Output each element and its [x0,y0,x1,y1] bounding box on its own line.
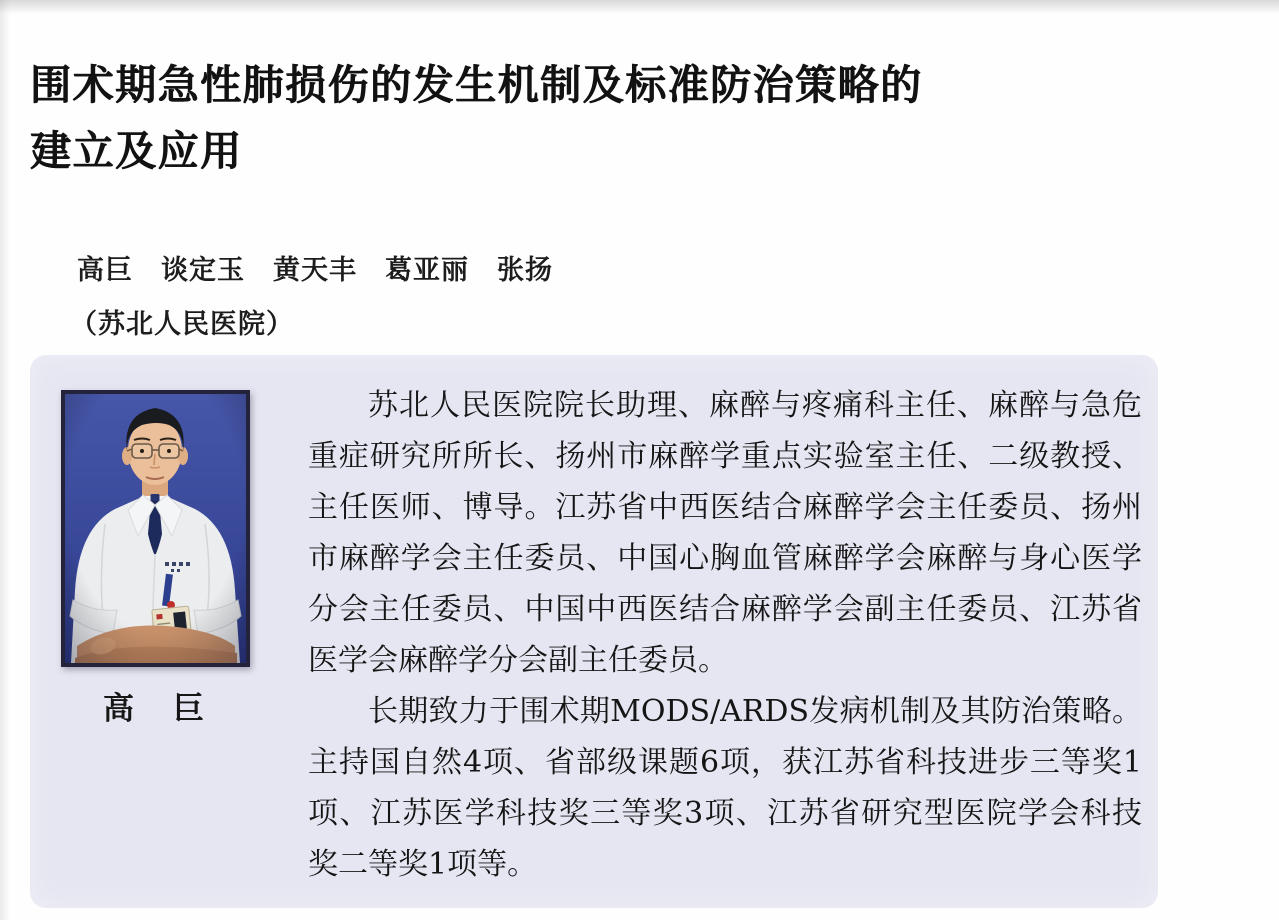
bio-line: 分会主任委员、中国中西医结合麻醉学会副主任委员、江苏省 [308,592,1142,627]
bio-line: 市麻醉学会主任委员、中国心胸血管麻醉学会麻醉与身心医学 [308,541,1142,576]
profile-card [30,355,1158,908]
page-title [30,52,1210,184]
bio-line: 重症研究所所长、扬州市麻醉学重点实验室主任、二级教授、 [308,439,1142,474]
page-title-line2: 建立及应用 [30,127,243,175]
page-title-line1: 围术期急性肺损伤的发生机制及标准防治策略的 [30,61,923,109]
scan-shadow-top [0,0,1279,14]
bio-line: 苏北人民医院院长助理、麻醉与疼痛科主任、麻醉与急危 [368,388,1142,423]
bio-line: 项、江苏医学科技奖三等奖3项、江苏省研究型医院学会科技 [308,796,1142,831]
profile-photo [61,390,250,667]
affiliation: （苏北人民医院） [70,309,294,340]
profile-name: 高 巨 [103,691,208,727]
bio-line: 主持国自然4项、省部级课题6项，获江苏省科技进步三等奖1 [308,745,1142,780]
author-list: 高巨 谈定玉 黄天丰 葛亚丽 张扬 [77,255,553,286]
bio-line: 长期致力于围术期MODS/ARDS发病机制及其防治策略。 [368,694,1142,729]
bio-line: 主任医师、博导。江苏省中西医结合麻醉学会主任委员、扬州 [308,490,1142,525]
profile-bio [308,380,1142,890]
doctor-portrait-illustration [65,394,246,663]
bio-line: 医学会麻醉学分会副主任委员。 [308,643,728,678]
scan-shadow-left [0,0,10,920]
bio-line: 奖二等奖1项等。 [308,847,538,882]
